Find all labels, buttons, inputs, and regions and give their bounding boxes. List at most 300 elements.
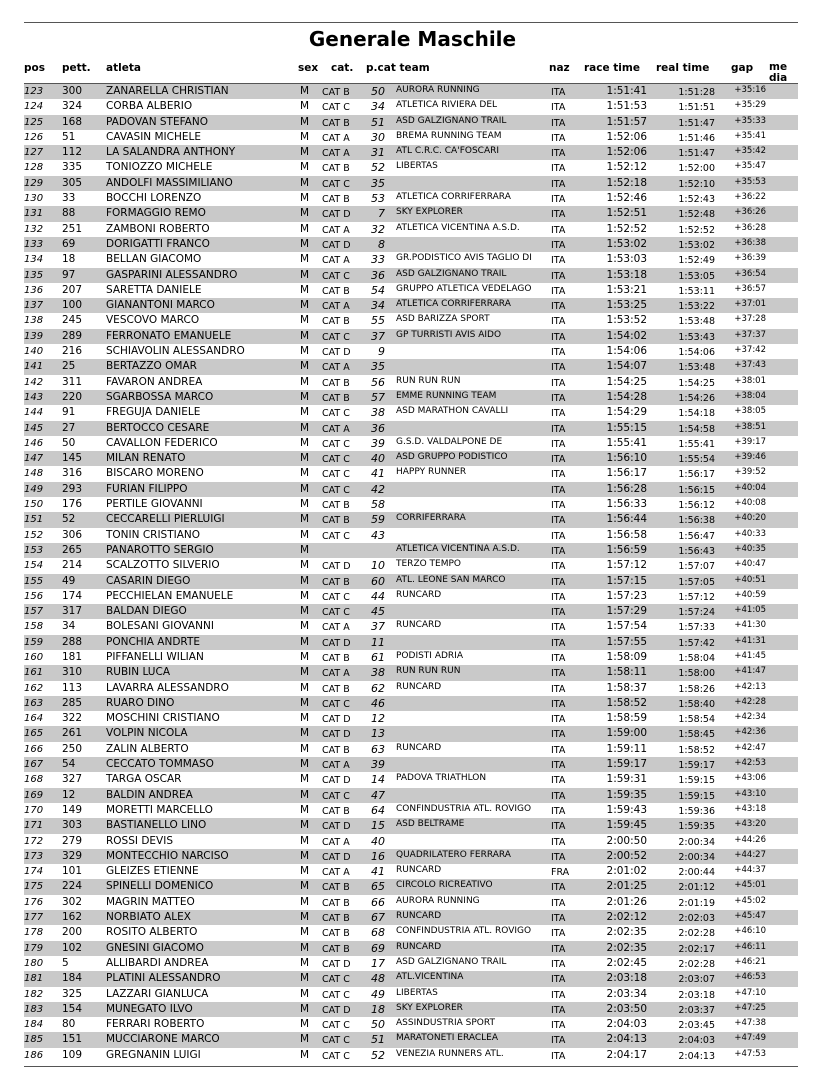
cell-atl: NORBIATO ALEX [106, 911, 191, 924]
cell-naz: ITA [551, 163, 566, 175]
cell-pett: 27 [62, 421, 76, 434]
cell-pett: 151 [62, 1033, 83, 1046]
cell-team: AURORA RUNNING [396, 895, 480, 906]
cell-pcat: 62 [371, 681, 385, 695]
cell-naz: ITA [551, 408, 566, 420]
cell-pett: 327 [62, 773, 83, 786]
table-row [24, 681, 798, 696]
cell-race: 1:54:28 [606, 390, 647, 403]
cell-naz: ITA [551, 209, 566, 221]
cell-pos: 129 [24, 177, 44, 189]
table-row [24, 543, 798, 558]
cell-real: 1:52:48 [678, 209, 715, 221]
cell-atl: SPINELLI DOMENICO [106, 880, 214, 893]
cell-atl: GASPARINI ALESSANDRO [106, 268, 238, 281]
cell-sex: M [300, 513, 310, 526]
cell-gap: +39:17 [734, 436, 766, 447]
header-race-time: race time [584, 62, 640, 74]
cell-team: CONFINDUSTRIA ATL. ROVIGO [396, 926, 532, 937]
cell-race: 1:56:44 [606, 513, 647, 526]
cell-naz: ITA [551, 178, 566, 190]
cell-real: 1:53:02 [678, 239, 715, 251]
table-row [24, 115, 798, 130]
cell-atl: PIFFANELLI WILIAN [106, 650, 204, 663]
cell-gap: +42:36 [734, 727, 766, 738]
cell-pett: 302 [62, 895, 83, 908]
table-row [24, 84, 798, 99]
cell-gap: +37:43 [734, 360, 766, 371]
cell-pett: 207 [62, 283, 83, 296]
cell-pos: 158 [24, 621, 44, 633]
cell-pos: 152 [24, 529, 44, 541]
cell-atl: MONTECCHIO NARCISO [106, 849, 229, 862]
cell-gap: +38:01 [734, 375, 766, 386]
cell-naz: ITA [551, 652, 566, 664]
cell-pett: 168 [62, 115, 83, 128]
cell-atl: ZANARELLA CHRISTIAN [106, 85, 229, 97]
cell-real: 1:51:47 [678, 148, 715, 160]
cell-team: VENEZIA RUNNERS ATL. [396, 1048, 504, 1059]
cell-atl: MOSCHINI CRISTIANO [106, 712, 220, 725]
cell-naz: ITA [551, 331, 566, 343]
cell-pcat: 44 [371, 589, 385, 603]
table-header [0, 61, 825, 83]
cell-pos: 176 [24, 896, 44, 908]
cell-atl: VOLPIN NICOLA [106, 727, 188, 740]
cell-sex: M [300, 390, 310, 403]
cell-pcat: 39 [371, 436, 385, 450]
cell-atl: TONIN CRISTIANO [106, 528, 201, 541]
cell-pett: 325 [62, 987, 83, 1000]
cell-pos: 153 [24, 544, 44, 556]
cell-pos: 149 [24, 483, 44, 495]
cell-team: ATLETICA CORRIFERRARA [396, 299, 511, 310]
cell-gap: +37:01 [734, 299, 766, 310]
cell-sex: M [300, 498, 310, 511]
cell-cat: CAT B [322, 913, 350, 925]
cell-atl: CAVASIN MICHELE [106, 130, 201, 143]
cell-cat: CAT B [322, 683, 350, 695]
cell-sex: M [300, 788, 310, 801]
cell-atl: CECCATO TOMMASO [106, 758, 214, 771]
cell-cat: CAT D [322, 1004, 351, 1016]
cell-naz: ITA [551, 270, 566, 282]
cell-atl: SCALZOTTO SILVERIO [106, 559, 220, 572]
cell-naz: ITA [551, 790, 566, 802]
cell-real: 2:03:18 [678, 989, 715, 1001]
cell-gap: +41:31 [734, 635, 766, 646]
table-row [24, 451, 798, 466]
cell-real: 2:01:12 [678, 882, 715, 894]
cell-pcat: 12 [371, 712, 385, 726]
cell-naz: ITA [551, 194, 566, 206]
cell-atl: SGARBOSSA MARCO [106, 390, 214, 403]
cell-sex: M [300, 666, 310, 679]
cell-pett: 34 [62, 620, 76, 633]
cell-gap: +41:30 [734, 620, 766, 631]
cell-naz: ITA [551, 591, 566, 603]
table-row [24, 176, 798, 191]
table-row [24, 390, 798, 405]
cell-pett: 69 [62, 237, 76, 250]
cell-pos: 146 [24, 437, 44, 449]
cell-sex: M [300, 360, 310, 373]
cell-atl: BOLESANI GIOVANNI [106, 620, 214, 633]
cell-gap: +42:13 [734, 681, 766, 692]
cell-pett: 305 [62, 176, 83, 189]
cell-atl: BASTIANELLO LINO [106, 819, 207, 832]
cell-pcat: 37 [371, 329, 385, 343]
cell-pett: 113 [62, 681, 83, 694]
cell-pos: 133 [24, 238, 44, 250]
cell-team: ATLETICA VICENTINA A.S.D. [396, 543, 520, 554]
cell-sex: M [300, 85, 310, 97]
cell-atl: LA SALANDRA ANTHONY [106, 146, 236, 159]
table-row [24, 864, 798, 879]
cell-team: SKY EXPLORER [396, 1002, 463, 1013]
table-row [24, 558, 798, 573]
cell-gap: +47:38 [734, 1018, 766, 1029]
cell-gap: +40:33 [734, 528, 766, 539]
cell-pcat: 55 [371, 314, 385, 328]
cell-naz: ITA [551, 928, 566, 940]
cell-gap: +46:10 [734, 926, 766, 937]
cell-team: RUN RUN RUN [396, 666, 461, 677]
cell-pos: 124 [24, 101, 44, 113]
cell-sex: M [300, 452, 310, 465]
cell-real: 1:59:35 [678, 821, 715, 833]
cell-pos: 181 [24, 973, 44, 985]
cell-pcat: 30 [371, 130, 385, 144]
table-row [24, 512, 798, 527]
cell-pcat: 66 [371, 895, 385, 909]
cell-team: TERZO TEMPO [396, 559, 462, 570]
cell-cat: CAT C [322, 454, 350, 466]
cell-naz: ITA [551, 423, 566, 435]
cell-cat: CAT B [322, 316, 350, 328]
cell-pett: 54 [62, 758, 76, 771]
table-row [24, 650, 798, 665]
cell-real: 1:54:58 [678, 423, 715, 435]
cell-pcat: 40 [371, 452, 385, 466]
cell-pcat: 18 [371, 1002, 385, 1016]
cell-sex: M [300, 130, 310, 143]
cell-pos: 185 [24, 1034, 44, 1046]
cell-race: 1:57:15 [606, 574, 647, 587]
cell-gap: +46:53 [734, 972, 766, 983]
cell-naz: ITA [551, 698, 566, 710]
table-row [24, 788, 798, 803]
cell-gap: +37:28 [734, 314, 766, 325]
cell-atl: PADOVAN STEFANO [106, 115, 208, 128]
cell-atl: MUNEGATO ILVO [106, 1002, 193, 1015]
cell-pcat: 8 [378, 237, 385, 251]
cell-gap: +44:27 [734, 849, 766, 860]
cell-gap: +38:04 [734, 390, 766, 401]
table-row [24, 589, 798, 604]
cell-pett: 317 [62, 605, 83, 618]
table-row [24, 191, 798, 206]
cell-pcat: 59 [371, 513, 385, 527]
cell-real: 1:51:47 [678, 117, 715, 129]
cell-atl: TARGA OSCAR [106, 773, 182, 786]
cell-race: 2:03:18 [606, 972, 647, 985]
cell-pett: 261 [62, 727, 83, 740]
cell-cat: CAT D [322, 821, 351, 833]
cell-real: 1:53:48 [678, 316, 715, 328]
cell-team: LIBERTAS [396, 987, 438, 998]
cell-pett: 49 [62, 574, 76, 587]
cell-team: GR.PODISTICO AVIS TAGLIO DI [396, 253, 532, 264]
cell-real: 2:00:44 [678, 867, 715, 879]
cell-pos: 126 [24, 131, 44, 143]
table-row [24, 635, 798, 650]
header-cat: cat. [331, 62, 354, 74]
cell-real: 1:56:47 [678, 530, 715, 542]
cell-gap: +42:34 [734, 712, 766, 723]
cell-cat: CAT C [322, 469, 350, 481]
cell-atl: GNESINI GIACOMO [106, 941, 204, 954]
cell-sex: M [300, 696, 310, 709]
cell-pcat: 58 [371, 498, 385, 512]
cell-pos: 184 [24, 1019, 44, 1031]
cell-pos: 139 [24, 330, 44, 342]
cell-naz: ITA [551, 958, 566, 970]
header-pcat-team: p.cat team [366, 62, 430, 74]
cell-naz: ITA [551, 989, 566, 1001]
cell-team: ASD GRUPPO PODISTICO [396, 452, 508, 463]
cell-race: 1:54:07 [606, 360, 647, 373]
cell-race: 2:01:25 [606, 880, 647, 893]
cell-atl: MUCCIARONE MARCO [106, 1033, 220, 1046]
cell-naz: ITA [551, 561, 566, 573]
table-row [24, 482, 798, 497]
cell-team: RUNCARD [396, 941, 442, 952]
cell-race: 1:53:21 [606, 283, 647, 296]
cell-sex: M [300, 803, 310, 816]
cell-race: 2:03:34 [606, 987, 647, 1000]
cell-gap: +35:42 [734, 146, 766, 157]
cell-sex: M [300, 146, 310, 159]
table-row [24, 222, 798, 237]
cell-pett: 51 [62, 130, 76, 143]
cell-naz: ITA [551, 239, 566, 251]
table-row [24, 329, 798, 344]
cell-team: RUNCARD [396, 742, 442, 753]
cell-team: AURORA RUNNING [396, 85, 480, 95]
cell-gap: +35:41 [734, 130, 766, 141]
cell-naz: ITA [551, 821, 566, 833]
cell-cat: CAT D [322, 561, 351, 573]
header-atleta: atleta [106, 62, 141, 74]
cell-pcat: 53 [371, 192, 385, 206]
cell-pos: 179 [24, 942, 44, 954]
table-row [24, 757, 798, 772]
cell-team: RUNCARD [396, 865, 442, 876]
cell-gap: +47:53 [734, 1048, 766, 1059]
cell-pcat: 45 [371, 605, 385, 619]
cell-gap: +36:38 [734, 237, 766, 248]
cell-gap: +46:11 [734, 941, 766, 952]
cell-pos: 154 [24, 560, 44, 572]
header-gap: gap [731, 62, 754, 74]
cell-real: 2:02:28 [678, 928, 715, 940]
cell-pett: 181 [62, 650, 83, 663]
cell-atl: ANDOLFI MASSIMILIANO [106, 176, 233, 189]
cell-pett: 174 [62, 589, 83, 602]
cell-real: 1:54:25 [678, 377, 715, 389]
cell-naz: ITA [551, 515, 566, 527]
cell-sex: M [300, 650, 310, 663]
cell-atl: ALLIBARDI ANDREA [106, 956, 209, 969]
cell-pcat: 67 [371, 911, 385, 925]
cell-real: 1:59:17 [678, 760, 715, 772]
cell-sex: M [300, 207, 310, 220]
cell-race: 1:52:06 [606, 130, 647, 143]
cell-cat: CAT B [322, 897, 350, 909]
cell-cat: CAT B [322, 744, 350, 756]
cell-pcat: 17 [371, 956, 385, 970]
cell-pcat: 41 [371, 467, 385, 481]
table-row [24, 421, 798, 436]
cell-pett: 322 [62, 712, 83, 725]
cell-team: ATL C.R.C. CA'FOSCARI [396, 146, 500, 157]
cell-sex: M [300, 681, 310, 694]
cell-race: 1:57:23 [606, 589, 647, 602]
cell-pett: 33 [62, 192, 76, 205]
cell-gap: +45:01 [734, 880, 766, 891]
cell-pcat: 35 [371, 360, 385, 374]
cell-atl: BOCCHI LORENZO [106, 192, 202, 205]
cell-pos: 140 [24, 346, 44, 358]
cell-naz: ITA [551, 897, 566, 909]
header-naz: naz [549, 62, 570, 74]
cell-team: LIBERTAS [396, 161, 438, 172]
cell-race: 1:54:25 [606, 375, 647, 388]
cell-atl: MORETTI MARCELLO [106, 803, 213, 816]
cell-sex: M [300, 620, 310, 633]
cell-pcat: 50 [371, 1018, 385, 1032]
cell-atl: PECCHIELAN EMANUELE [106, 589, 234, 602]
cell-cat: CAT B [322, 500, 350, 512]
cell-race: 1:52:46 [606, 192, 647, 205]
cell-real: 2:04:03 [678, 1035, 715, 1047]
cell-naz: ITA [551, 607, 566, 619]
cell-race: 1:51:57 [606, 115, 647, 128]
cell-sex: M [300, 176, 310, 189]
cell-atl: SARETTA DANIELE [106, 283, 202, 296]
cell-atl: BERTOCCO CESARE [106, 421, 210, 434]
cell-real: 1:54:18 [678, 408, 715, 420]
cell-pcat: 51 [371, 1033, 385, 1047]
cell-pcat: 63 [371, 742, 385, 756]
cell-naz: ITA [551, 132, 566, 144]
cell-race: 1:56:59 [606, 543, 647, 556]
cell-pett: 91 [62, 406, 76, 419]
cell-gap: +36:26 [734, 207, 766, 218]
cell-gap: +37:42 [734, 345, 766, 356]
cell-naz: ITA [551, 775, 566, 787]
cell-pcat: 49 [371, 987, 385, 1001]
cell-gap: +47:25 [734, 1002, 766, 1013]
cell-real: 1:58:26 [678, 683, 715, 695]
cell-naz: ITA [551, 255, 566, 267]
cell-naz: ITA [551, 117, 566, 129]
cell-pos: 166 [24, 743, 44, 755]
cell-sex: M [300, 727, 310, 740]
cell-cat: CAT D [322, 729, 351, 741]
cell-team: ASD GALZIGNANO TRAIL [396, 268, 507, 279]
cell-team: ASD GALZIGNANO TRAIL [396, 115, 507, 126]
table-row [24, 252, 798, 267]
cell-race: 1:52:18 [606, 176, 647, 189]
cell-pos: 171 [24, 820, 44, 832]
cell-pos: 170 [24, 804, 44, 816]
cell-pos: 128 [24, 162, 44, 174]
cell-pcat: 38 [371, 406, 385, 420]
cell-gap: +40:08 [734, 498, 766, 509]
cell-cat: CAT D [322, 775, 351, 787]
cell-pett: 289 [62, 329, 83, 342]
cell-sex: M [300, 161, 310, 174]
cell-pos: 180 [24, 957, 44, 969]
table-row [24, 987, 798, 1002]
cell-pett: 25 [62, 360, 76, 373]
cell-atl: FERRONATO EMANUELE [106, 329, 232, 342]
cell-race: 1:57:12 [606, 559, 647, 572]
cell-pcat: 16 [371, 849, 385, 863]
table-row [24, 956, 798, 971]
cell-naz: ITA [551, 224, 566, 236]
cell-naz: ITA [551, 760, 566, 772]
cell-team: QUADRILATERO FERRARA [396, 849, 511, 860]
cell-pett: 250 [62, 742, 83, 755]
cell-pett: 101 [62, 865, 83, 878]
cell-team: CIRCOLO RICREATIVO [396, 880, 493, 891]
cell-sex: M [300, 299, 310, 312]
cell-team: RUNCARD [396, 589, 442, 600]
cell-pett: 18 [62, 253, 76, 266]
cell-cat: CAT A [322, 423, 350, 435]
cell-atl: CASARIN DIEGO [106, 574, 191, 587]
cell-gap: +39:46 [734, 452, 766, 463]
cell-cat: CAT C [322, 989, 350, 1001]
cell-pos: 127 [24, 147, 44, 159]
cell-naz: ITA [551, 148, 566, 160]
cell-pos: 131 [24, 208, 44, 220]
cell-cat: CAT A [322, 362, 350, 374]
cell-atl: FERRARI ROBERTO [106, 1018, 205, 1031]
cell-sex: M [300, 436, 310, 449]
table-row [24, 145, 798, 160]
table-row [24, 803, 798, 818]
cell-pcat: 14 [371, 773, 385, 787]
cell-pos: 160 [24, 651, 44, 663]
cell-pett: 265 [62, 543, 83, 556]
table-row [24, 1048, 798, 1063]
cell-naz: ITA [551, 1050, 566, 1062]
cell-pett: 52 [62, 513, 76, 526]
cell-race: 2:04:17 [606, 1048, 647, 1061]
cell-atl: MAGRIN MATTEO [106, 895, 195, 908]
cell-atl: DORIGATTI FRANCO [106, 237, 210, 250]
cell-sex: M [300, 834, 310, 847]
cell-sex: M [300, 192, 310, 205]
cell-pos: 177 [24, 912, 44, 924]
cell-race: 1:52:52 [606, 222, 647, 235]
cell-pcat: 40 [371, 834, 385, 848]
cell-real: 1:58:40 [678, 698, 715, 710]
